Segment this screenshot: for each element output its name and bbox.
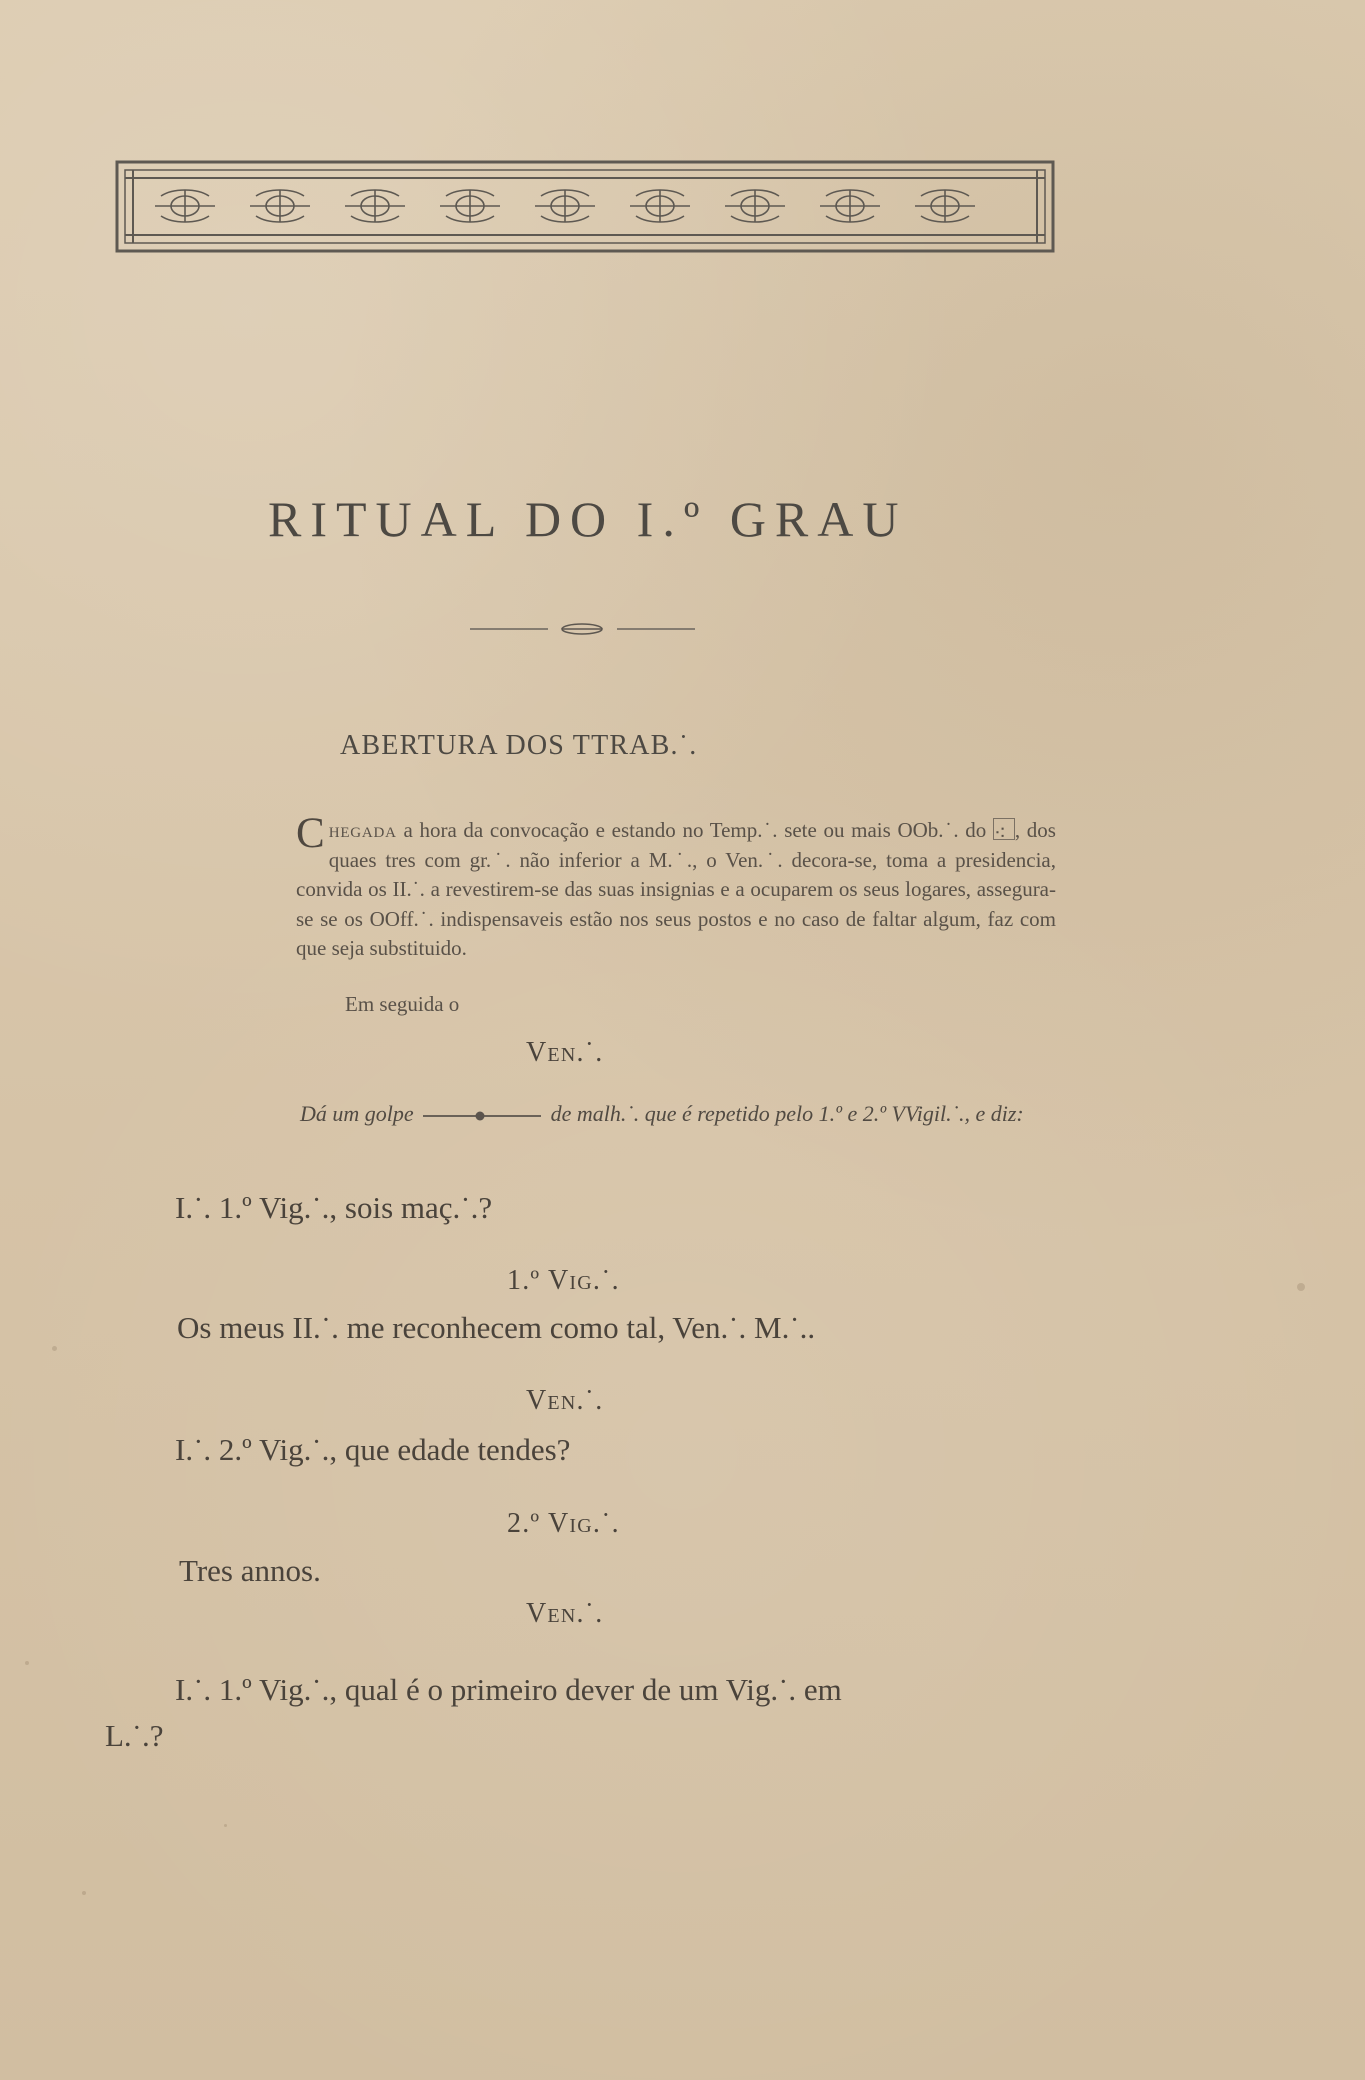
intro-text-after-mark: , dos quaes tres com gr.˙. não inferior a M.˙., o Ven.˙. decora-se, toma a presidencia, convida os II.˙. a revestirem-se das suas insignias e a ocuparem os seus logares, assegura-se se os OOff.˙. indispensaveis estão nos seus postos e no caso de faltar algum, faz com que seja substituido. xyxy=(296,818,1056,960)
dialogue-line: Tres annos. xyxy=(179,1553,321,1588)
section-heading: ABERTURA DOS TTRAB.˙. xyxy=(340,730,698,761)
paper-spot xyxy=(224,1824,227,1827)
dialogue-line: I.˙. 1.º Vig.˙., sois maç.˙.? xyxy=(175,1190,493,1225)
speaker-label: Ven.˙. xyxy=(526,1385,604,1416)
gavel-strike-icon xyxy=(419,1108,545,1124)
drop-cap: C xyxy=(296,810,325,857)
paper-spot xyxy=(82,1891,86,1895)
speaker-label: 1.º Vig.˙. xyxy=(507,1265,620,1296)
stage-direction xyxy=(300,1098,1060,1129)
top-ornament-band xyxy=(115,160,1055,253)
speaker-label: Ven.˙. xyxy=(526,1598,604,1629)
dialogue-line: I.˙. 1.º Vig.˙., qual é o primeiro dever de um Vig.˙. em xyxy=(175,1672,842,1707)
intro-follow-line: Em seguida o xyxy=(345,992,460,1016)
stage-direction-start: Dá um golpe xyxy=(300,1101,414,1126)
document-title: RITUAL DO I.º GRAU xyxy=(268,491,908,547)
title-divider xyxy=(470,618,695,640)
inline-mark-icon: ⁖ xyxy=(993,818,1015,840)
intro-text-before-mark: a hora da convocação e estando no Temp.˙. sete ou mais OOb.˙. do xyxy=(396,818,993,842)
paper-spot xyxy=(52,1346,57,1351)
paper-spot xyxy=(1297,1283,1305,1291)
paper-spot xyxy=(25,1661,29,1665)
intro-lead-word: hegada xyxy=(328,818,397,842)
dialogue-line: Os meus II.˙. me reconhecem como tal, Ven.˙. M.˙.. xyxy=(177,1310,816,1345)
dialogue-line-continuation: L.˙.? xyxy=(105,1718,164,1753)
speaker-label: 2.º Vig.˙. xyxy=(507,1508,620,1539)
stage-direction-end: de malh.˙. que é repetido pelo 1.º e 2.º VVigil.˙., e diz: xyxy=(550,1101,1024,1126)
speaker-label: Ven.˙. xyxy=(526,1037,604,1068)
dialogue-line: I.˙. 2.º Vig.˙., que edade tendes? xyxy=(175,1432,571,1467)
intro-paragraph xyxy=(296,810,1056,964)
